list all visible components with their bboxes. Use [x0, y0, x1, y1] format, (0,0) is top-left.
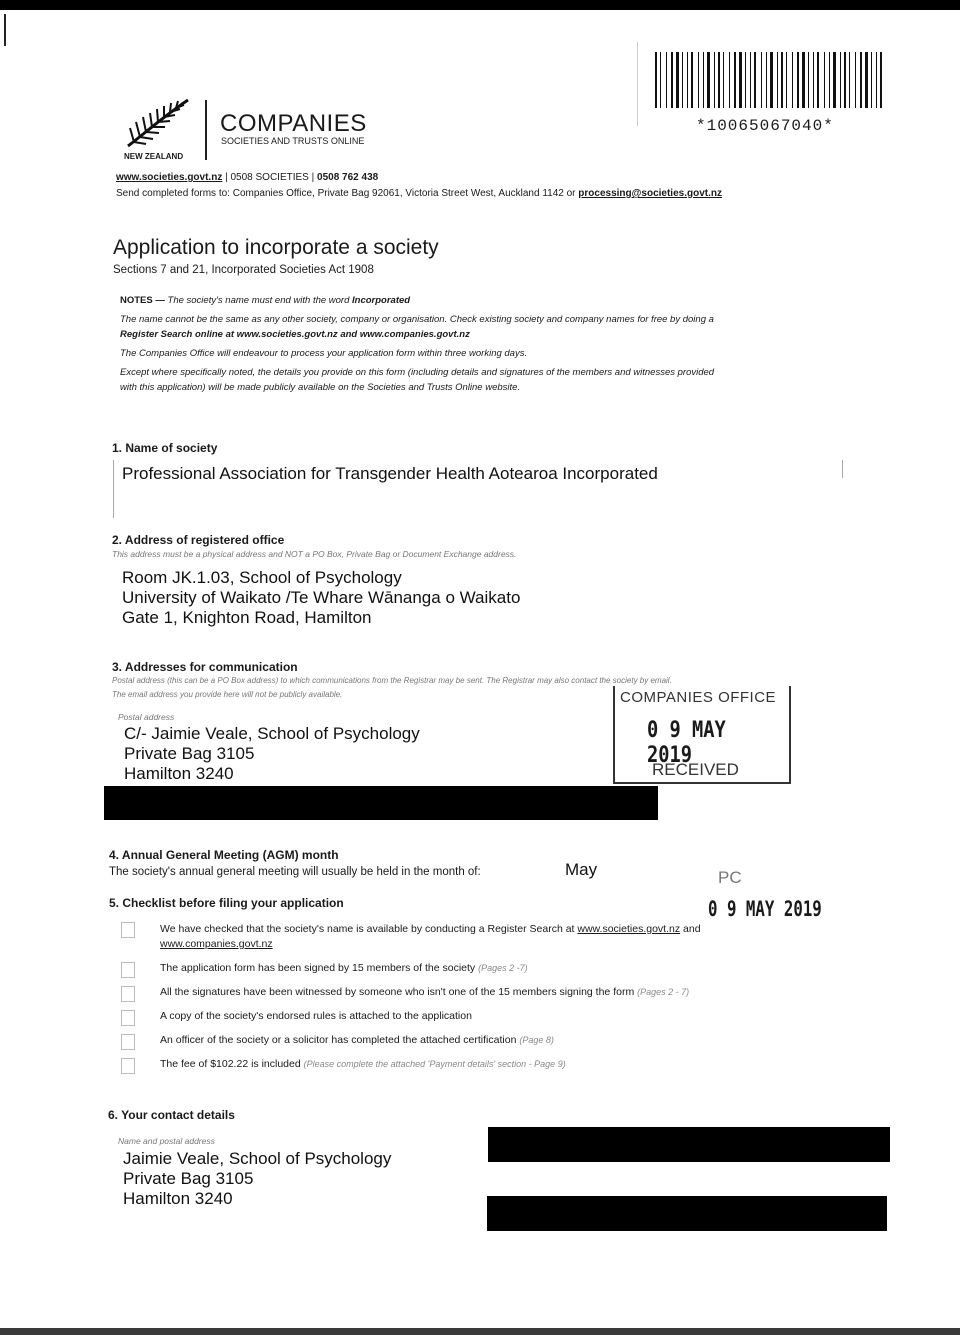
postal-address-line-2[interactable]: Private Bag 3105: [124, 744, 255, 763]
agm-month-field[interactable]: May: [565, 860, 598, 879]
phone-number: 0508 762 438: [317, 172, 379, 183]
website-link[interactable]: www.societies.govt.nz: [116, 172, 223, 183]
received-stamp: [613, 686, 791, 784]
second-stamp-date: 0 9 MAY 2019: [708, 897, 822, 921]
checklist-item-6: The fee of $102.22 is included (Please complete the attached 'Payment details' section - Page 9): [160, 1058, 566, 1070]
section-6-heading: 6. Your contact details: [108, 1108, 235, 1122]
section-3-heading: 3. Addresses for communication: [112, 660, 298, 674]
checklist-checkbox[interactable]: [121, 1034, 135, 1050]
email-link[interactable]: processing@societies.govt.nz: [578, 188, 722, 199]
agm-text: The society's annual general meeting will usually be held in the month of:: [109, 866, 481, 878]
contact-line: www.societies.govt.nz | 0508 SOCIETIES | 0508 762 438: [116, 172, 379, 183]
partial-stamp: PC: [718, 868, 742, 887]
postal-address-label: Postal address: [118, 712, 175, 722]
section-2-hint: This address must be a physical address and NOT a PO Box, Private Bag or Document Exchange address.: [112, 549, 517, 559]
barcode-number: *10065067040*: [696, 117, 834, 135]
checklist-item-5: An officer of the society or a solicitor has completed the attached certification (Page 8): [160, 1034, 554, 1046]
field-border: [842, 460, 843, 478]
office-address-line-1[interactable]: Room JK.1.03, School of Psychology: [122, 568, 402, 587]
section-1-heading: 1. Name of society: [112, 441, 218, 455]
brand-subtitle: SOCIETIES AND TRUSTS ONLINE: [221, 136, 365, 146]
checklist-checkbox[interactable]: [121, 1058, 135, 1074]
contact-line-1[interactable]: Jaimie Veale, School of Psychology: [123, 1149, 392, 1168]
redaction-bar: [104, 786, 658, 820]
office-address-line-3[interactable]: Gate 1, Knighton Road, Hamilton: [122, 608, 372, 627]
scan-top-edge: [0, 0, 960, 10]
divider: [637, 42, 638, 126]
logo-divider: [205, 100, 207, 160]
page-title: Application to incorporate a society: [113, 236, 439, 259]
stamp-status: RECEIVED: [652, 760, 739, 779]
checklist-item-4: A copy of the society's endorsed rules is attached to the application: [160, 1010, 472, 1022]
page-subtitle: Sections 7 and 21, Incorporated Societies Act 1908: [113, 264, 374, 276]
country-label: NEW ZEALAND: [124, 152, 184, 161]
scan-bottom-edge: [0, 1328, 960, 1335]
office-address-line-2[interactable]: University of Waikato /Te Whare Wānanga o Waikato: [122, 588, 521, 607]
section-5-heading: 5. Checklist before filing your application: [109, 896, 344, 910]
redaction-bar: [488, 1127, 890, 1162]
checklist-item-1: We have checked that the society's name is available by conducting a Register Search at www.societies.govt.nz and www.companies.govt.nz: [160, 923, 701, 950]
barcode: [655, 52, 891, 108]
scan-mark: [4, 14, 6, 46]
brand-name: COMPANIES: [220, 110, 367, 137]
field-border: [113, 460, 114, 518]
stamp-date: 0 9 MAY 2019: [647, 718, 726, 768]
checklist-item-3: All the signatures have been witnessed by someone who isn't one of the 15 members signing the form (Pages 2 - 7): [160, 986, 690, 998]
checklist-item-2: The application form has been signed by 15 members of the society (Pages 2 -7): [160, 962, 528, 974]
notes-line-3: The Companies Office will endeavour to process your application form within three working days.: [120, 348, 528, 359]
contact-label: Name and postal address: [118, 1136, 215, 1146]
checklist-checkbox[interactable]: [121, 962, 135, 978]
notes-line-4: Except where specifically noted, the details you provide on this form (including details and signatures of the members and witnesses provided: [120, 367, 715, 378]
contact-line-2[interactable]: Private Bag 3105: [123, 1169, 254, 1188]
notes-line-2b: Register Search online at www.societies.govt.nz and www.companies.govt.nz: [120, 329, 470, 340]
society-name-field[interactable]: Professional Association for Transgender Health Aotearoa Incorporated: [122, 464, 658, 483]
postal-address-line-1[interactable]: C/- Jaimie Veale, School of Psychology: [124, 724, 420, 743]
notes-line-2: The name cannot be the same as any other society, company or organisation. Check existing society and company names for free by doing a: [120, 314, 714, 325]
stamp-office: COMPANIES OFFICE: [620, 689, 777, 706]
send-forms-line: Send completed forms to: Companies Office, Private Bag 92061, Victoria Street West, Auckland 1142 or processing@societies.govt.nz: [116, 188, 722, 199]
redaction-bar: [487, 1196, 887, 1231]
section-4-heading: 4. Annual General Meeting (AGM) month: [109, 848, 339, 862]
section-3-hint-2: The email address you provide here will not be publicly available.: [112, 690, 343, 699]
section-3-hint-1: Postal address (this can be a PO Box address) to which communications from the Registrar may be sent. The Registrar may also contact the society by email.: [112, 676, 672, 685]
checklist-checkbox[interactable]: [121, 986, 135, 1002]
notes-line-1: NOTES — The society's name must end with the word Incorporated: [120, 295, 411, 306]
notes-line-4b: with this application) will be made publicly available on the Societies and Trusts Online website.: [120, 382, 521, 393]
checklist-checkbox[interactable]: [121, 1010, 135, 1026]
silver-fern-logo: [124, 96, 192, 152]
checklist-checkbox[interactable]: [121, 922, 135, 938]
contact-line-3[interactable]: Hamilton 3240: [123, 1189, 233, 1208]
section-2-heading: 2. Address of registered office: [112, 533, 285, 547]
postal-address-line-3[interactable]: Hamilton 3240: [124, 764, 234, 783]
